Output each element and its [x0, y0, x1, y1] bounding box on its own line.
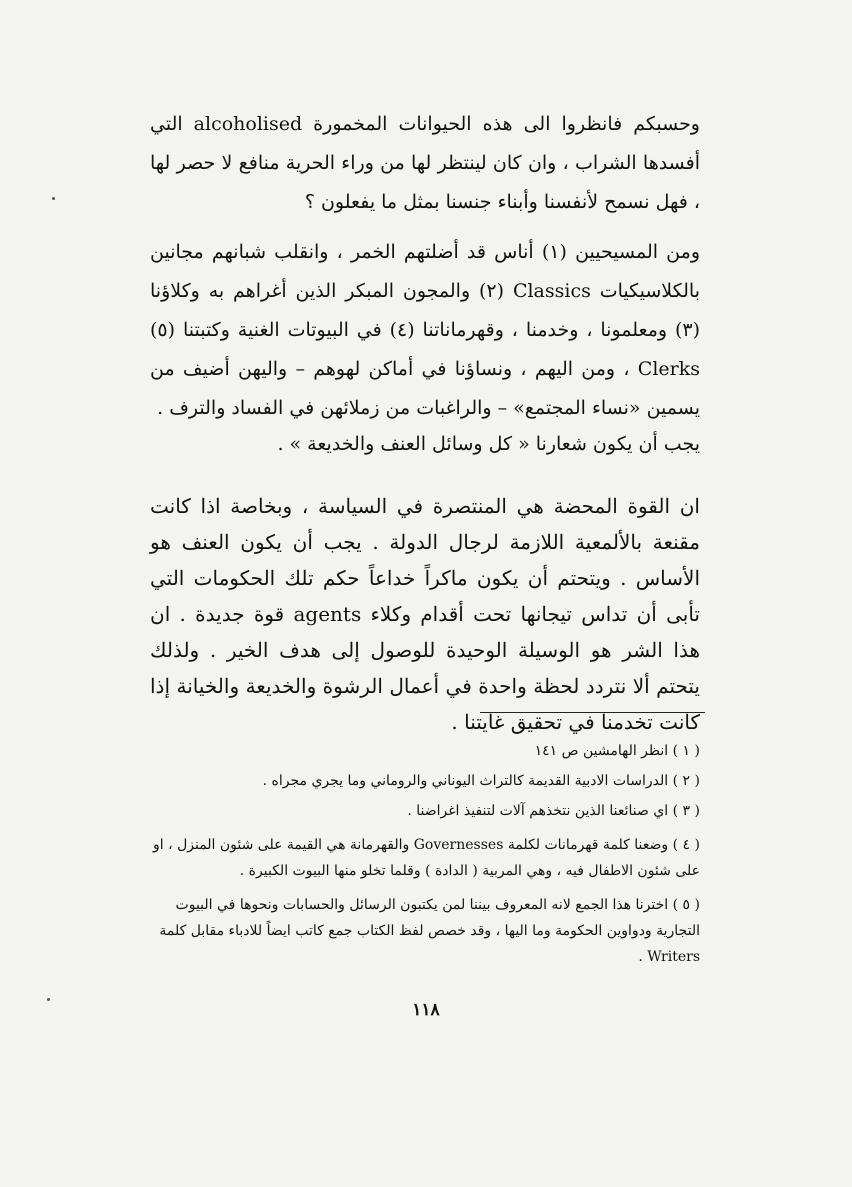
footnotes — [150, 738, 700, 970]
page-number: ١١٨ — [412, 1000, 440, 1020]
footnote-1: ( ١ ) انظر الهامشين ص ١٤١ — [534, 743, 700, 759]
paragraph-3: يجب أن يكون شعارنا « كل وسائل العنف والخديعة » . — [277, 433, 700, 455]
paragraph-2: ومن المسيحيين (١) أناس قد أضلتهم الخمر ، وانقلب شبانهم مجانين بالكلاسيكيات Classics (٢) والمجون المبكر الذين أغراهم به وكلاؤنا (٣) ومعلمونا ، وخدمنا ، وقهرماناتنا (٤) في البيوتات الغنية وكتبتنا (٥) Clerks ، ومن اليهم ، ونساؤنا في أماكن لهوهم – واليهن أضيف من يسمين «نساء المجتمع» – والراغبات من زملائهن في الفساد والترف . — [150, 241, 700, 419]
footnote-4: ( ٤ ) وضعنا كلمة قهرمانات لكلمة Governesses والقهرمانة هي القيمة على شئون المنزل ، او على شئون الاطفال فيه ، وهي المربية ( الدادة ) وقلما تخلو منها البيوت الكبيرة . — [153, 837, 700, 879]
footnote-5: ( ٥ ) اخترنا هذا الجمع لانه المعروف بيننا لمن يكتبون الرسائل والحسابات ونحوها في البيوت التجارية ودواوين الحكومة وما اليها ، وقد خصص لفظ الكتاب جمع كاتب ايضاً للادباء مقابل كلمة Writers . — [159, 897, 700, 965]
footnote-separator — [480, 712, 705, 713]
paragraph-1: وحسبكم فانظروا الى هذه الحيوانات المخمورة alcoholised التي أفسدها الشراب ، وان كان لينتظر لها من وراء الحرية منافع لا حصر لها ، فهل نسمح لأنفسنا وأبناء جنسنا بمثل ما يفعلون ؟ — [150, 113, 700, 213]
footnote-2: ( ٢ ) الدراسات الادبية القديمة كالتراث اليوناني والروماني وما يجري مجراه . — [262, 773, 700, 789]
scan-speck — [47, 998, 50, 1001]
footnote-3: ( ٣ ) اي صنائعنا الذين نتخذهم آلات لتنفيذ اغراضنا . — [407, 803, 700, 819]
paragraph-4: ان القوة المحضة هي المنتصرة في السياسة ، وبخاصة اذا كانت مقنعة بالألمعية اللازمة لرجال الدولة . يجب أن يكون العنف هو الأساس . ويتحتم أن يكون ماكراً خداعاً حكم تلك الحكومات التي تأبى أن تداس تيجانها تحت أقدام وكلاء agents قوة جديدة . ان هذا الشر هو الوسيلة الوحيدة للوصول إلى هدف الخير . ولذلك يتحتم ألا نتردد لحظة واحدة في أعمال الرشوة والخديعة والخيانة إذا كانت تخدمنا في تحقيق غايتنا . — [150, 494, 700, 734]
scan-speck — [52, 197, 55, 200]
